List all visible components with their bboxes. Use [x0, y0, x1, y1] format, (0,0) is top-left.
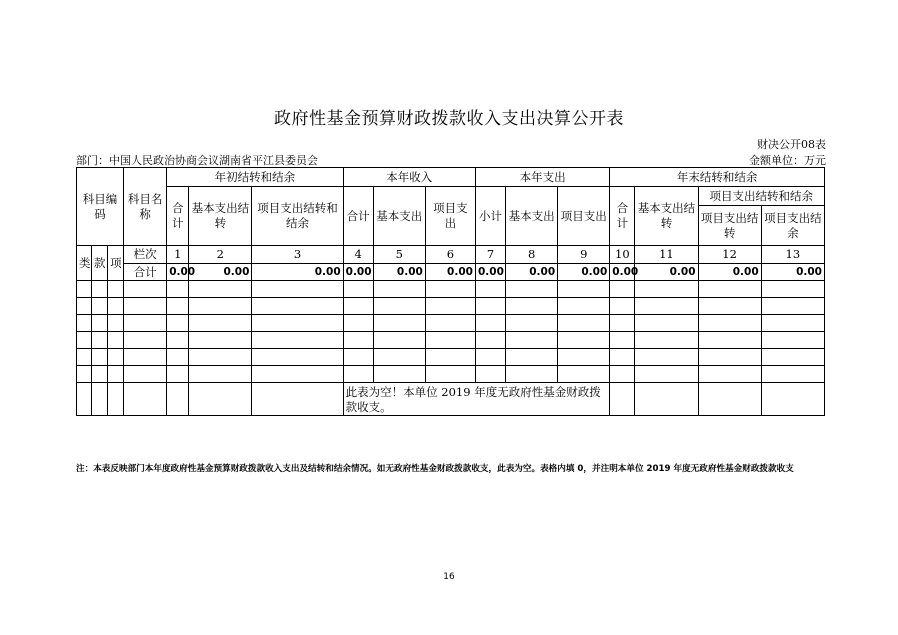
total-row-label: 合计: [124, 264, 167, 281]
total-value: 0.00: [635, 264, 698, 281]
header-income: 本年收入: [343, 168, 475, 187]
table-row: [77, 332, 825, 349]
header-lei: 类: [77, 246, 92, 281]
form-code: 财决公开08表: [757, 138, 826, 151]
header-end-total: 合计: [610, 187, 635, 246]
column-number: 6: [425, 246, 475, 264]
total-value: 0.00: [425, 264, 475, 281]
table-row: [77, 383, 825, 416]
column-number: 1: [167, 246, 189, 264]
header-begin-balance: 年初结转和结余: [167, 168, 343, 187]
total-value: 0.00: [475, 264, 505, 281]
header-expense-basic: 基本支出: [506, 187, 558, 246]
header-income-total: 合计: [343, 187, 373, 246]
total-value: 0.00: [189, 264, 252, 281]
header-subject-code: 科目编码: [77, 168, 124, 246]
header-end-basic: 基本支出结转: [635, 187, 698, 246]
column-number: 13: [761, 246, 824, 264]
total-value: 0.00: [558, 264, 610, 281]
column-number: 8: [506, 246, 558, 264]
page-number: 16: [443, 572, 455, 582]
column-number: 3: [252, 246, 343, 264]
total-value: 0.00: [252, 264, 343, 281]
column-number: 11: [635, 246, 698, 264]
table-row: [77, 366, 825, 383]
header-end-project-carry: 项目支出结转: [698, 206, 761, 246]
unit-label: 金额单位：万元: [749, 154, 826, 167]
table-row: [77, 281, 825, 298]
table-row: [77, 298, 825, 315]
total-value: 0.00: [610, 264, 635, 281]
total-value: 0.00: [761, 264, 824, 281]
column-number: 4: [343, 246, 373, 264]
header-expense-subtotal: 小计: [475, 187, 505, 246]
department-label: 部门：中国人民政治协商会议湖南省平江县委员会: [76, 154, 318, 167]
document-title: 政府性基金预算财政拨款收入支出决算公开表: [274, 109, 624, 129]
table-row: [77, 315, 825, 332]
header-subject-name: 科目名称: [124, 168, 167, 246]
total-value: 0.00: [506, 264, 558, 281]
header-xiang: 项: [108, 246, 124, 281]
total-value: 0.00: [167, 264, 189, 281]
column-number: 12: [698, 246, 761, 264]
header-expense: 本年支出: [475, 168, 609, 187]
total-value: 0.00: [373, 264, 425, 281]
total-value: 0.00: [698, 264, 761, 281]
header-income-basic: 基本支出: [373, 187, 425, 246]
header-expense-project: 项目支出: [558, 187, 610, 246]
header-begin-total: 合计: [167, 187, 189, 246]
column-number: 9: [558, 246, 610, 264]
column-number: 2: [189, 246, 252, 264]
column-number-label: 栏次: [124, 246, 167, 264]
column-number: 7: [475, 246, 505, 264]
header-begin-project: 项目支出结转和结余: [252, 187, 343, 246]
header-end-project-group: 项目支出结转和结余: [698, 187, 824, 206]
empty-table-note: 此表为空！本单位 2019 年度无政府性基金财政拨款收支。: [343, 383, 610, 416]
total-value: 0.00: [343, 264, 373, 281]
header-end-balance: 年末结转和结余: [610, 168, 825, 187]
fund-budget-table: [76, 167, 825, 416]
header-begin-basic: 基本支出结转: [189, 187, 252, 246]
header-end-project-balance: 项目支出结余: [761, 206, 824, 246]
column-number: 10: [610, 246, 635, 264]
column-number: 5: [373, 246, 425, 264]
header-income-project: 项目支出: [425, 187, 475, 246]
table-footnote: 注：本表反映部门本年度政府性基金预算财政拨款收入支出及结转和结余情况。如无政府性基金财政拨款收支，此表为空。表格内填 0，并注明本单位 2019 年度无政府性基金财政拨款收支: [76, 464, 794, 474]
table-row: [77, 349, 825, 366]
header-kuan: 款: [92, 246, 108, 281]
